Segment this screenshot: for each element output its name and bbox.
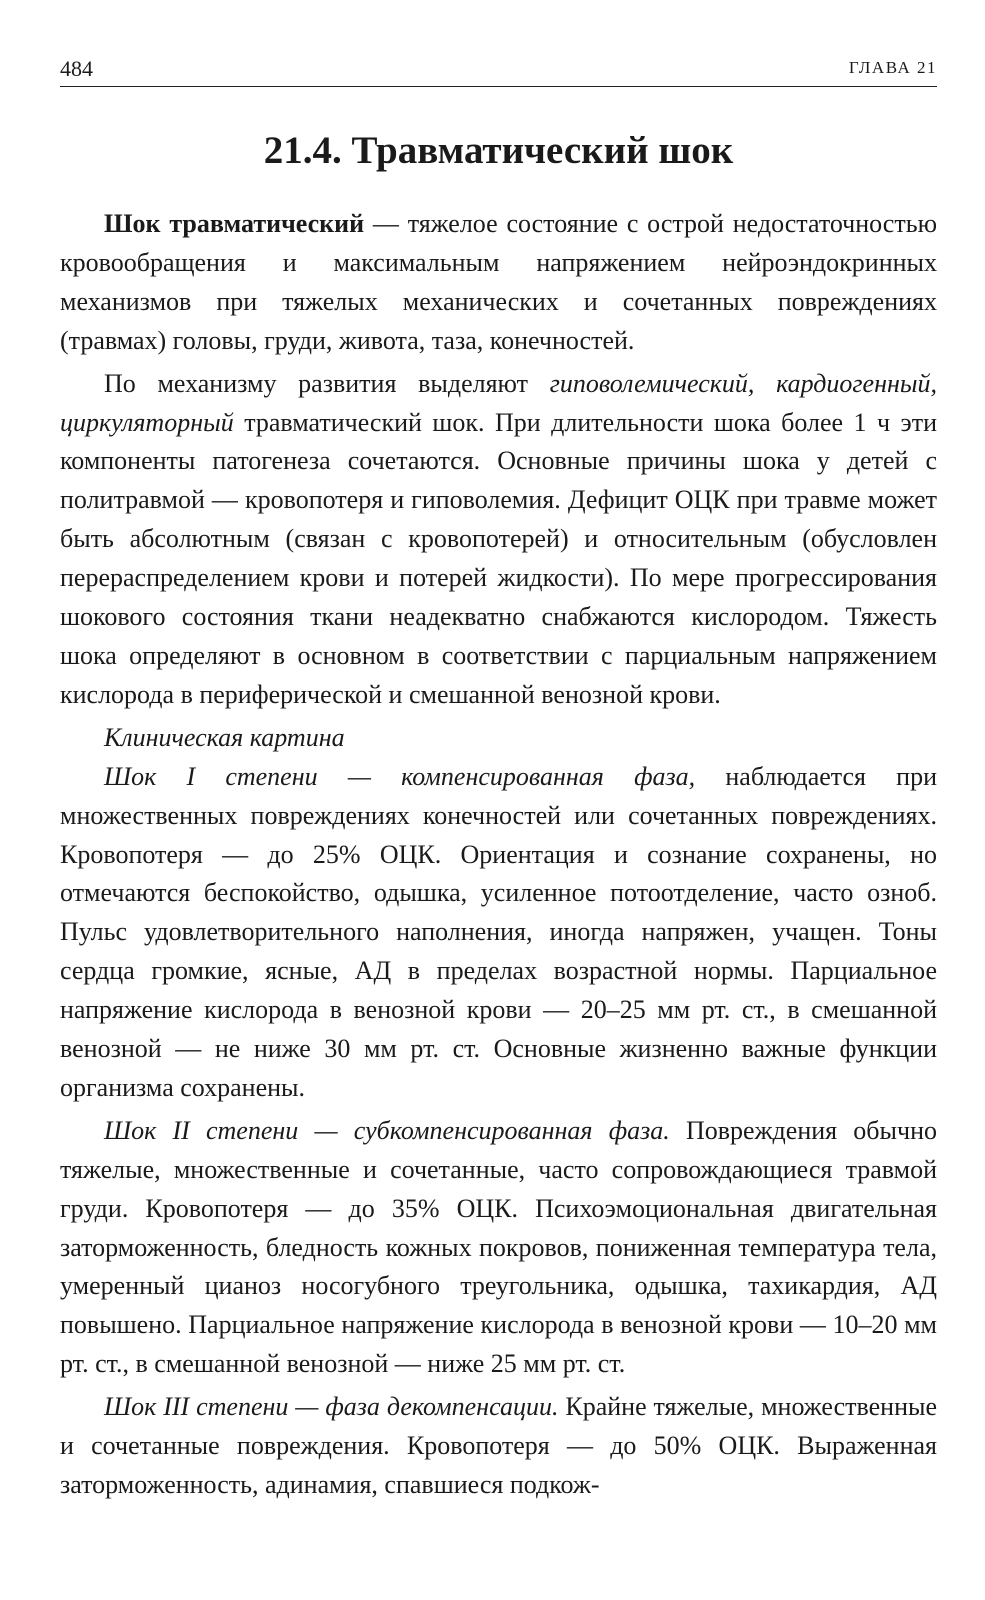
clinical-picture-subheading: Клиническая картина: [104, 722, 345, 752]
mechanism-text: травматический шок. При длительности шока более 1 ч эти компоненты патогенеза сочетаются. Основные причины шока у детей с политравмой — кровопотеря и гиповолемия. Дефицит ОЦК при травме может быть абсолютным (связан с кровопотерей) и относительным (обусловлен перераспределением крови и потерей жидкости). По мере прогрессирования шокового состояния ткани неадекватно снабжаются кислородом. Тяжесть шока определяют в основном в соответствии с парциальным напряжением кислорода в периферической и смешанной венозной крови.: [60, 407, 937, 709]
definition-text: — тяжелое состояние с острой недостаточностью кровообращения и максимальным напряжением нейроэндокринных механизмов при тяжелых механических и сочетанных повреждениях (травмах) головы, груди, живота, таза, конечностей.: [60, 209, 937, 355]
paragraph-definition: [60, 205, 937, 361]
shock-types: гиповолемический, кардиогенный, циркуляторный: [60, 368, 937, 437]
paragraph-shock-grade-1: [60, 758, 937, 1108]
body-text: [60, 205, 937, 1509]
shock-grade-2-text: Повреждения обычно тяжелые, множественные и сочетанные, часто сопровождающиеся травмой груди. Кровопотеря — до 35% ОЦК. Психоэмоциональная двигательная заторможенность, бледность кожных покровов, пониженная температура тела, умеренный цианоз носогубного треугольника, одышка, тахикардия, АД повышено. Парциальное напряжение кислорода в венозной крови — 10–20 мм рт. ст., в смешанной венозной — ниже 25 мм рт. ст.: [60, 1115, 937, 1379]
shock-grade-1-text: наблюдается при множественных повреждениях конечностей или сочетанных повреждениях. Кровопотеря — до 25% ОЦК. Ориентация и сознание сохранены, но отмечаются беспокойство, одышка, усиленное потоотделение, часто озноб. Пульс удовлетворительного наполнения, иногда напряжен, учащен. Тоны сердца громкие, ясные, АД в пределах возрастной нормы. Парциальное напряжение кислорода в венозной крови — 20–25 мм рт. ст., в смешанной венозной — не ниже 30 мм рт. ст. Основные жизненно важные функции организма сохранены.: [60, 761, 937, 1102]
section-title: 21.4. Травматический шок: [263, 129, 734, 172]
paragraph-mechanism: [60, 365, 937, 715]
mechanism-lead: По механизму развития выделяют: [104, 368, 550, 398]
shock-grade-3-label: Шок III степени — фаза декомпенсации.: [104, 1392, 559, 1422]
chapter-label: ГЛАВА 21: [848, 58, 937, 77]
shock-grade-2-label: Шок II степени — субкомпенсированная фаза.: [104, 1115, 670, 1145]
defined-term: Шок травматический: [104, 209, 365, 238]
shock-grade-3-text: Крайне тяжелые, множественные и сочетанные повреждения. Кровопотеря — до 50% ОЦК. Выраженная заторможенность, адинамия, спавшиеся подкож-: [60, 1392, 938, 1499]
shock-grade-1-label: Шок I степени — компенсированная фаза,: [104, 761, 696, 791]
paragraph-shock-grade-3: [60, 1388, 937, 1505]
paragraph-shock-grade-2: [60, 1112, 937, 1384]
page-number: 484: [60, 56, 93, 81]
running-header: [60, 52, 937, 87]
